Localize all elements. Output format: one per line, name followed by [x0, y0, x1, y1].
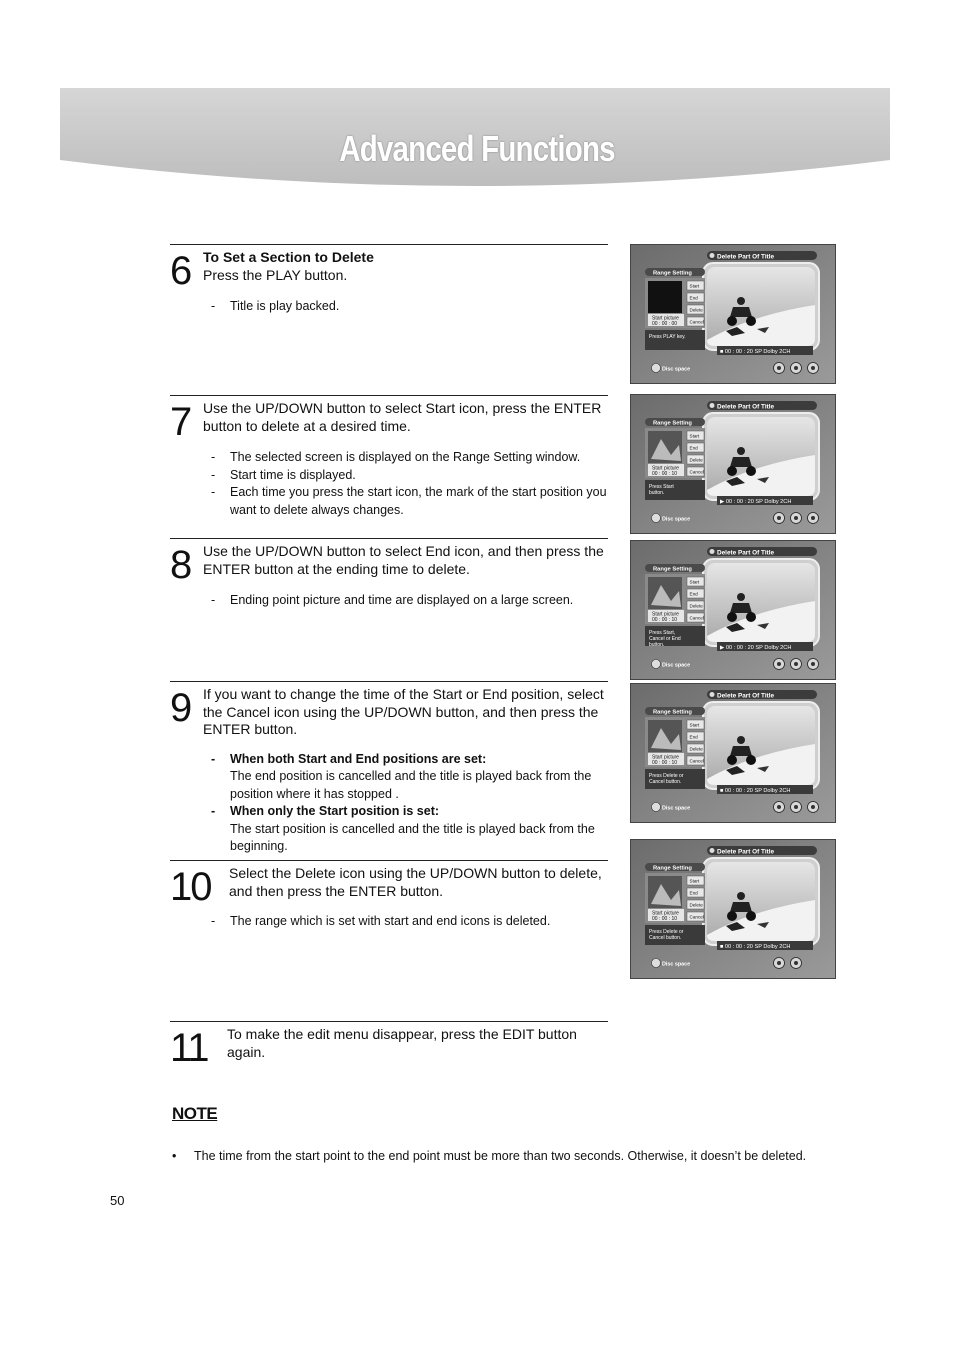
- step-number: 10: [170, 865, 211, 909]
- disc-space-label: Disc space: [662, 516, 691, 523]
- message-box: [645, 330, 705, 350]
- step-8: [170, 538, 608, 679]
- screen-illustration: [631, 245, 835, 383]
- disc-icon: [652, 660, 661, 669]
- message-text: Cancel button.: [649, 779, 682, 785]
- message-text: button.: [649, 642, 665, 648]
- message-text: Cancel or End: [649, 636, 681, 642]
- range-button-label: Delete: [689, 746, 703, 752]
- range-button-label: Delete: [689, 307, 703, 313]
- range-button-label: Start: [689, 283, 700, 289]
- step-7: [170, 395, 608, 536]
- screen-title: Delete Part Of Title: [717, 253, 775, 261]
- condition-list: [211, 751, 608, 856]
- range-button-label: End: [689, 445, 698, 451]
- status-text: ▶ 00 : 00 : 20 SP Dolby 2CH: [720, 645, 792, 651]
- status-text: ■ 00 : 00 : 20 SP Dolby 2CH: [720, 788, 791, 794]
- disc-space-label: Disc space: [662, 366, 691, 373]
- start-picture-time: 00 : 00 : 10: [652, 471, 678, 477]
- range-button-label: Start: [689, 433, 700, 439]
- start-picture-label: Start picture: [652, 910, 679, 917]
- screen-title: Delete Part Of Title: [717, 549, 775, 557]
- step-11: [170, 1021, 608, 1072]
- step-bullet: - Each time you press the start icon, the mark of the start position you want to delete always changes.: [211, 484, 608, 519]
- message-text: button.: [649, 490, 665, 496]
- disc-space-label: Disc space: [662, 662, 691, 669]
- start-picture-time: 00 : 00 : 10: [652, 760, 678, 766]
- start-picture-time: 00 : 00 : 00: [652, 321, 678, 327]
- step-text: Select the Delete icon using the UP/DOWN button to delete, and then press the ENTER button.: [229, 865, 602, 899]
- start-picture-time: 00 : 00 : 10: [652, 617, 678, 623]
- panel-title: Range Setting: [653, 865, 692, 872]
- range-button-label: Delete: [689, 902, 703, 908]
- note-text: The time from the start point to the end point must be more than two seconds. Otherwise, it doesn’t be deleted.: [194, 1149, 807, 1163]
- screen-delete-part-of-title-2: [630, 394, 836, 534]
- range-button-label: Cancel: [689, 914, 704, 920]
- range-button-label: Start: [689, 579, 700, 585]
- step-bullet: - The range which is set with start and end icons is deleted.: [211, 913, 611, 931]
- range-button-label: Cancel: [689, 758, 704, 764]
- range-button-label: Cancel: [689, 469, 704, 475]
- step-bullet: - Start time is displayed.: [211, 467, 608, 485]
- step-10: [170, 860, 608, 1011]
- range-button-label: Cancel: [689, 615, 704, 621]
- message-text: Press PLAY key.: [649, 334, 686, 340]
- message-text: Press Delete or: [649, 773, 684, 779]
- note-title: NOTE: [172, 1104, 218, 1123]
- start-thumbnail: [648, 281, 682, 313]
- condition-text: The start position is cancelled and the title is played back from the beginning.: [230, 821, 595, 853]
- step-bullet: - Title is play backed.: [211, 298, 608, 316]
- step-number: 7: [170, 400, 191, 444]
- panel-title: Range Setting: [653, 566, 692, 573]
- message-text: Press Delete or: [649, 929, 684, 935]
- step-text: Use the UP/DOWN button to select Start icon, press the ENTER button to delete at a desired time.: [203, 400, 602, 434]
- step-number: 6: [170, 249, 191, 293]
- step-text: Use the UP/DOWN button to select End icon, and then press the ENTER button at the ending time to delete.: [203, 543, 604, 577]
- step-bullet: - Ending point picture and time are displayed on a large screen.: [211, 592, 608, 610]
- step-6: [170, 244, 608, 393]
- panel-title: Range Setting: [653, 420, 692, 427]
- page-title: Advanced Functions: [339, 128, 615, 169]
- disc-icon: [652, 803, 661, 812]
- range-button-label: Cancel: [689, 319, 704, 325]
- screen-delete-part-of-title-4: [630, 683, 836, 823]
- step-number: 8: [170, 543, 191, 587]
- note-bullet: •: [172, 1149, 177, 1163]
- message-text: Press Start,: [649, 630, 676, 636]
- range-button-label: Start: [689, 878, 700, 884]
- condition-heading: - When only the Start position is set:: [211, 803, 608, 821]
- panel-title: Range Setting: [653, 709, 692, 716]
- screen-delete-part-of-title-1: [630, 244, 836, 384]
- message-text: Press Start: [649, 484, 674, 490]
- disc-icon: [652, 364, 661, 373]
- start-picture-label: Start picture: [652, 754, 679, 761]
- step-text: To make the edit menu disappear, press the EDIT button again.: [227, 1026, 577, 1060]
- screen-illustration: [631, 395, 835, 533]
- condition-heading: - When both Start and End positions are set:: [211, 751, 608, 769]
- status-text: ■ 00 : 00 : 20 SP Dolby 2CH: [720, 944, 791, 950]
- start-picture-label: Start picture: [652, 315, 679, 322]
- start-picture-label: Start picture: [652, 465, 679, 472]
- status-text: ▶ 00 : 00 : 20 SP Dolby 2CH: [720, 499, 792, 505]
- screen-illustration: [631, 541, 835, 679]
- range-button-label: Delete: [689, 603, 703, 609]
- condition-text: The end position is cancelled and the title is played back from the position where it has stopped .: [230, 769, 592, 801]
- disc-space-label: Disc space: [662, 961, 691, 968]
- screen-illustration: [631, 684, 835, 822]
- step-9: [170, 681, 608, 858]
- range-button-label: End: [689, 890, 698, 896]
- range-button-label: End: [689, 295, 698, 301]
- note-item: [172, 1148, 806, 1165]
- start-picture-label: Start picture: [652, 611, 679, 618]
- page-number: 50: [110, 1193, 125, 1208]
- status-text: ■ 00 : 00 : 20 SP Dolby 2CH: [720, 349, 791, 355]
- step-heading: To Set a Section to Delete: [203, 249, 374, 265]
- screen-title: Delete Part Of Title: [717, 692, 775, 700]
- message-text: Cancel button.: [649, 935, 682, 941]
- disc-icon: [652, 514, 661, 523]
- panel-title: Range Setting: [653, 270, 692, 277]
- screen-title: Delete Part Of Title: [717, 848, 775, 856]
- range-button-label: Start: [689, 722, 700, 728]
- screen-delete-part-of-title-3: [630, 540, 836, 680]
- screen-delete-part-of-title-5: [630, 839, 836, 979]
- step-number: 9: [170, 686, 191, 730]
- range-button-label: End: [689, 734, 698, 740]
- disc-icon: [652, 959, 661, 968]
- step-text: If you want to change the time of the Start or End position, select the Cancel icon using the UP/DOWN button, and then press the ENTER button.: [203, 686, 604, 737]
- screen-illustration: [631, 840, 835, 978]
- screen-title: Delete Part Of Title: [717, 403, 775, 411]
- step-bullet: - The selected screen is displayed on the Range Setting window.: [211, 449, 608, 467]
- range-button-label: Delete: [689, 457, 703, 463]
- disc-space-label: Disc space: [662, 805, 691, 812]
- step-text: Press the PLAY button.: [203, 266, 348, 283]
- step-number: 11: [170, 1026, 208, 1070]
- start-picture-time: 00 : 00 : 10: [652, 916, 678, 922]
- range-button-label: End: [689, 591, 698, 597]
